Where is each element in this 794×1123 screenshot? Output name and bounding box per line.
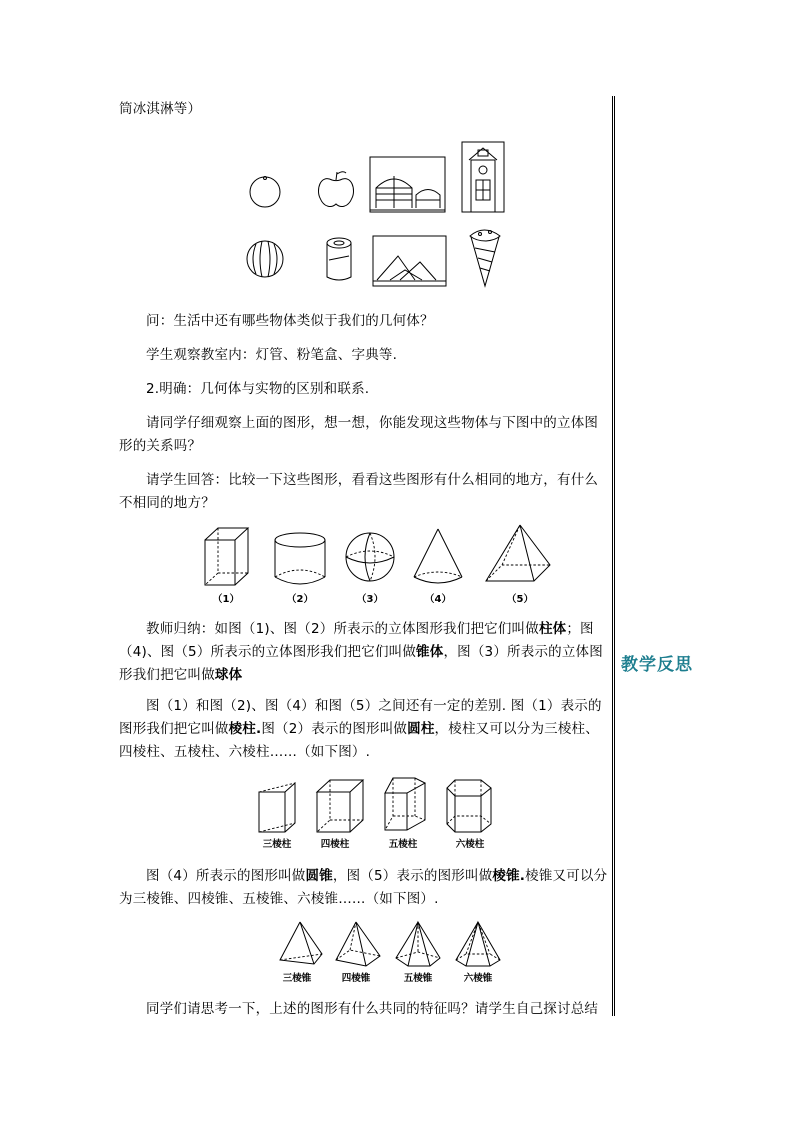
- pentagonal-pyramid-figure: [396, 922, 440, 966]
- prism-caption: 三棱柱: [262, 839, 292, 850]
- cone-text: 图（4）所表示的图形叫做: [146, 868, 306, 884]
- paragraph-top: 筒冰淇淋等）: [119, 101, 202, 117]
- paragraph-teacher-summary: [119, 618, 611, 687]
- paragraph-question: 问：生活中还有哪些物体类似于我们的几何体？: [146, 313, 434, 329]
- pyramid-caption: 六棱锥: [463, 973, 493, 984]
- yurt-picture: [370, 157, 445, 212]
- real-objects-illustration: [240, 140, 510, 290]
- paragraph-differences: [119, 695, 611, 764]
- triangular-prism-figure: [259, 783, 295, 832]
- paragraph-observe: 学生观察教室内：灯管、粉笔盒、字典等.: [146, 347, 398, 363]
- pentagonal-prism-figure: [385, 778, 425, 830]
- pyramids-picture: [373, 236, 446, 286]
- cone-figure: [414, 529, 462, 583]
- paragraph-ask-compare: 请同学仔细观察上面的图形，想一想，你能发现这些物体与下图中的立体图形的关系吗？: [119, 415, 599, 454]
- sphere-figure: [346, 533, 394, 581]
- solid-caption: （1）: [212, 594, 240, 605]
- cube-figure: [205, 528, 248, 585]
- prisms-figure: [255, 778, 505, 833]
- pyramid-caption: 五棱锥: [403, 973, 433, 984]
- term-prism-body: 柱体: [538, 621, 567, 637]
- paragraph-cones: [119, 865, 611, 911]
- paragraph-clarify: 2.明确：几何体与实物的区别和联系.: [146, 381, 370, 397]
- triangular-pyramid-figure: [280, 922, 322, 964]
- hexagonal-prism-figure: [447, 780, 491, 832]
- solid-caption: （3）: [356, 594, 384, 605]
- diff-text: ，棱柱又可以分为三棱柱、四棱柱、五棱柱、六棱柱……（如下图）.: [119, 721, 599, 760]
- teacher-text: 教师归纳：如图（1)、图（2）所表示的立体图形我们把它们叫做: [146, 621, 539, 637]
- pyramids-figure: [278, 922, 508, 967]
- apple-picture: [319, 172, 354, 207]
- orange-picture: [250, 177, 280, 208]
- solid-caption: （4）: [424, 594, 452, 605]
- cylinder-figure: [275, 533, 325, 584]
- prism-caption: 六棱柱: [455, 839, 485, 850]
- solid-caption: （5）: [506, 594, 534, 605]
- term-prism: 棱柱.: [228, 721, 262, 737]
- margin-rule: [612, 96, 613, 1016]
- solid-caption: （2）: [286, 594, 314, 605]
- square-pyramid-figure: [336, 922, 380, 966]
- prism-caption: 五棱柱: [388, 839, 418, 850]
- basic-solids-figure: [200, 525, 560, 585]
- quadrangular-prism-figure: [317, 780, 363, 832]
- term-cone-body: 锥体: [416, 644, 444, 660]
- cone-text: ，图（5）表示的图形叫做: [332, 868, 493, 884]
- watermelon-picture: [247, 241, 283, 277]
- pyramid-caption: 三棱锥: [282, 973, 312, 984]
- prism-caption: 四棱柱: [320, 839, 350, 850]
- pyramid-caption: 四棱锥: [341, 973, 371, 984]
- pyramid-figure: [486, 525, 550, 581]
- paragraph-answer-compare: 请学生回答：比较一下这些图形，看看这些图形有什么相同的地方，有什么不相同的地方？: [119, 472, 599, 511]
- paragraph-final: 同学们请思考一下，上述的图形有什么共同的特征吗？请学生自己探讨总结: [146, 1001, 599, 1017]
- can-picture: [327, 238, 351, 280]
- teacher-text: ，图（3）所表示的立体图形我们把它叫做: [119, 644, 603, 683]
- tower-picture: [462, 142, 504, 212]
- term-circular-cone: 圆锥: [305, 868, 333, 884]
- diff-text: 图（1）和图（2)、图（4）和图（5）之间还有一定的差别. 图（1）表示的图形我们把它叫做: [119, 698, 602, 737]
- ice-cream-cone-picture: [470, 230, 500, 286]
- term-cylinder: 圆柱: [407, 721, 435, 737]
- teaching-reflection-label: 教学反思: [621, 655, 693, 675]
- hexagonal-pyramid-figure: [456, 922, 500, 966]
- cone-text: 棱锥又可以分为三棱锥、四棱锥、五棱锥、六棱锥……（如下图）.: [119, 868, 608, 907]
- term-pyramid: 棱锥.: [492, 868, 526, 884]
- margin-rule: [614, 96, 615, 1016]
- term-sphere: 球体: [214, 667, 243, 683]
- teacher-text: ；图（4)、图（5）所表示的立体图形我们把它们叫做: [119, 621, 594, 660]
- diff-text: 图（2）表示的图形叫做: [261, 721, 408, 737]
